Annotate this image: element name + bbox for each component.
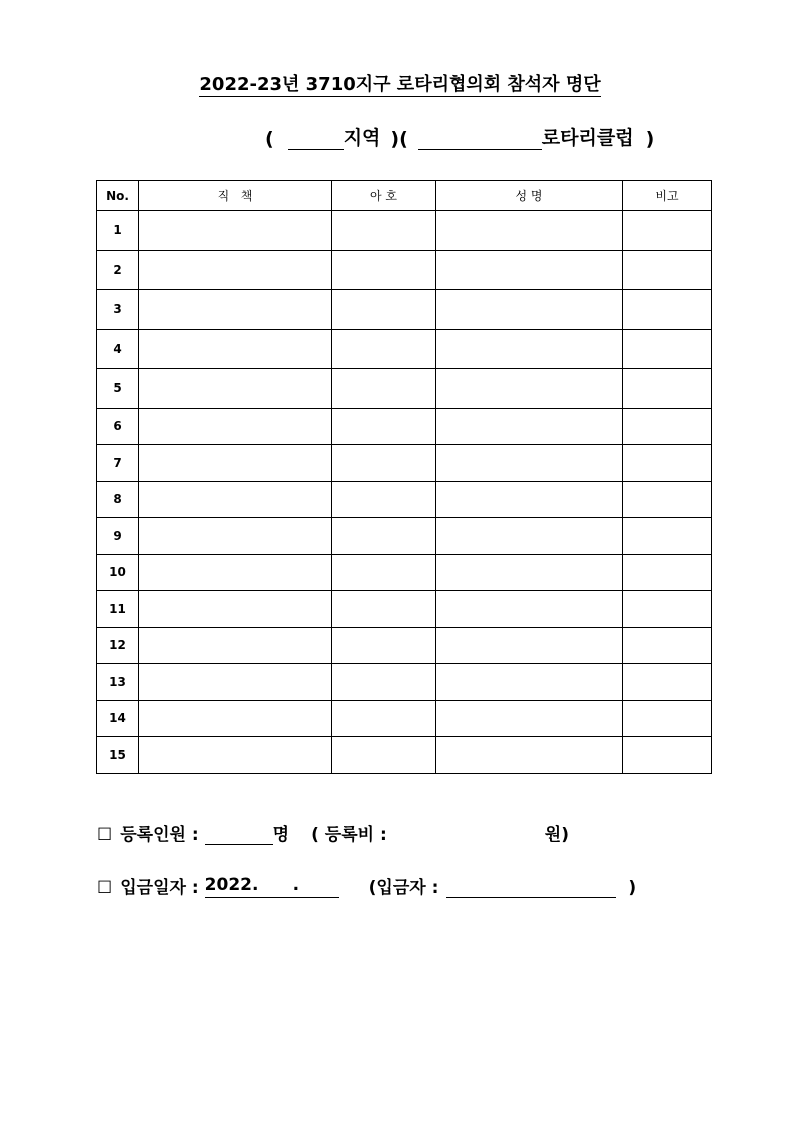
region-club-line — [265, 120, 654, 150]
name-cell[interactable] — [436, 700, 623, 737]
club-label: 로타리클럽 — [541, 127, 634, 149]
name-cell[interactable] — [436, 211, 623, 251]
header-position: 직 책 — [139, 181, 332, 211]
position-cell[interactable] — [139, 518, 332, 555]
name-cell[interactable] — [436, 250, 623, 290]
document-title — [0, 70, 800, 96]
table-header-row — [97, 181, 712, 211]
close-open-paren: )( — [390, 128, 408, 150]
row-number: 2 — [97, 250, 139, 290]
position-cell[interactable] — [139, 627, 332, 664]
registration-label: 등록인원 : — [120, 825, 199, 845]
remarks-cell[interactable] — [623, 591, 712, 628]
nickname-cell[interactable] — [332, 554, 436, 591]
position-cell[interactable] — [139, 329, 332, 369]
payer-label: (입금자 : — [368, 878, 439, 898]
row-number: 10 — [97, 554, 139, 591]
table-row — [97, 369, 712, 409]
nickname-cell[interactable] — [332, 737, 436, 774]
deposit-year: 2022. — [204, 875, 259, 895]
remarks-cell[interactable] — [623, 481, 712, 518]
table-row — [97, 591, 712, 628]
document-title-text: 2022-23년 3710지구 로타리협의회 참석자 명단 — [199, 74, 601, 95]
table-row — [97, 664, 712, 701]
name-cell[interactable] — [436, 290, 623, 330]
position-cell[interactable] — [139, 408, 332, 445]
remarks-cell[interactable] — [623, 737, 712, 774]
region-label: 지역 — [343, 127, 381, 149]
position-cell[interactable] — [139, 554, 332, 591]
name-cell[interactable] — [436, 591, 623, 628]
table-row — [97, 329, 712, 369]
row-number: 5 — [97, 369, 139, 409]
name-cell[interactable] — [436, 369, 623, 409]
nickname-cell[interactable] — [332, 408, 436, 445]
registration-count-blank[interactable] — [205, 822, 273, 845]
position-cell[interactable] — [139, 700, 332, 737]
table-row — [97, 408, 712, 445]
nickname-cell[interactable] — [332, 329, 436, 369]
remarks-cell[interactable] — [623, 518, 712, 555]
nickname-cell[interactable] — [332, 481, 436, 518]
table-row — [97, 554, 712, 591]
close-paren: ) — [645, 128, 655, 150]
remarks-cell[interactable] — [623, 408, 712, 445]
name-cell[interactable] — [436, 554, 623, 591]
open-paren: ( — [265, 128, 274, 150]
nickname-cell[interactable] — [332, 445, 436, 482]
nickname-cell[interactable] — [332, 290, 436, 330]
row-number: 15 — [97, 737, 139, 774]
nickname-cell[interactable] — [332, 211, 436, 251]
position-cell[interactable] — [139, 737, 332, 774]
header-no: No. — [97, 181, 139, 211]
row-number: 14 — [97, 700, 139, 737]
checkbox-icon[interactable]: ☐ — [97, 825, 113, 845]
row-number: 11 — [97, 591, 139, 628]
deposit-dot: . — [292, 875, 300, 895]
attendee-table — [96, 180, 712, 774]
remarks-cell[interactable] — [623, 554, 712, 591]
row-number: 13 — [97, 664, 139, 701]
remarks-cell[interactable] — [623, 700, 712, 737]
nickname-cell[interactable] — [332, 591, 436, 628]
fee-label: ( 등록비 : — [311, 825, 387, 845]
position-cell[interactable] — [139, 369, 332, 409]
payer-close: ) — [628, 878, 637, 898]
position-cell[interactable] — [139, 664, 332, 701]
deposit-label: 입금일자 : — [120, 878, 199, 898]
remarks-cell[interactable] — [623, 664, 712, 701]
remarks-cell[interactable] — [623, 369, 712, 409]
table-row — [97, 518, 712, 555]
row-number: 6 — [97, 408, 139, 445]
nickname-cell[interactable] — [332, 627, 436, 664]
name-cell[interactable] — [436, 627, 623, 664]
checkbox-icon[interactable]: ☐ — [97, 878, 113, 898]
table-row — [97, 700, 712, 737]
name-cell[interactable] — [436, 737, 623, 774]
fee-unit: 원) — [544, 825, 569, 845]
remarks-cell[interactable] — [623, 290, 712, 330]
nickname-cell[interactable] — [332, 250, 436, 290]
name-cell[interactable] — [436, 664, 623, 701]
deposit-date-field[interactable] — [205, 875, 339, 898]
remarks-cell[interactable] — [623, 445, 712, 482]
table-row — [97, 211, 712, 251]
row-number: 9 — [97, 518, 139, 555]
position-cell[interactable] — [139, 290, 332, 330]
position-cell[interactable] — [139, 481, 332, 518]
name-cell[interactable] — [436, 329, 623, 369]
position-cell[interactable] — [139, 591, 332, 628]
club-blank[interactable] — [418, 127, 542, 150]
remarks-cell[interactable] — [623, 627, 712, 664]
position-cell[interactable] — [139, 250, 332, 290]
deposit-line — [97, 873, 636, 898]
name-cell[interactable] — [436, 445, 623, 482]
table-row — [97, 737, 712, 774]
position-cell[interactable] — [139, 445, 332, 482]
nickname-cell[interactable] — [332, 369, 436, 409]
remarks-cell[interactable] — [623, 250, 712, 290]
row-number: 3 — [97, 290, 139, 330]
payer-blank[interactable] — [446, 875, 616, 898]
nickname-cell[interactable] — [332, 700, 436, 737]
table-row — [97, 627, 712, 664]
nickname-cell[interactable] — [332, 664, 436, 701]
row-number: 8 — [97, 481, 139, 518]
header-remarks: 비고 — [623, 181, 712, 211]
table-row — [97, 481, 712, 518]
row-number: 1 — [97, 211, 139, 251]
row-number: 7 — [97, 445, 139, 482]
name-cell[interactable] — [436, 481, 623, 518]
row-number: 4 — [97, 329, 139, 369]
name-cell[interactable] — [436, 518, 623, 555]
table-row — [97, 445, 712, 482]
region-blank[interactable] — [288, 127, 344, 150]
name-cell[interactable] — [436, 408, 623, 445]
row-number: 12 — [97, 627, 139, 664]
header-nickname: 아 호 — [332, 181, 436, 211]
table-row — [97, 290, 712, 330]
position-cell[interactable] — [139, 211, 332, 251]
nickname-cell[interactable] — [332, 518, 436, 555]
remarks-cell[interactable] — [623, 211, 712, 251]
registration-unit: 명 — [272, 825, 290, 845]
header-name: 성 명 — [436, 181, 623, 211]
registration-line — [97, 820, 569, 845]
remarks-cell[interactable] — [623, 329, 712, 369]
table-row — [97, 250, 712, 290]
